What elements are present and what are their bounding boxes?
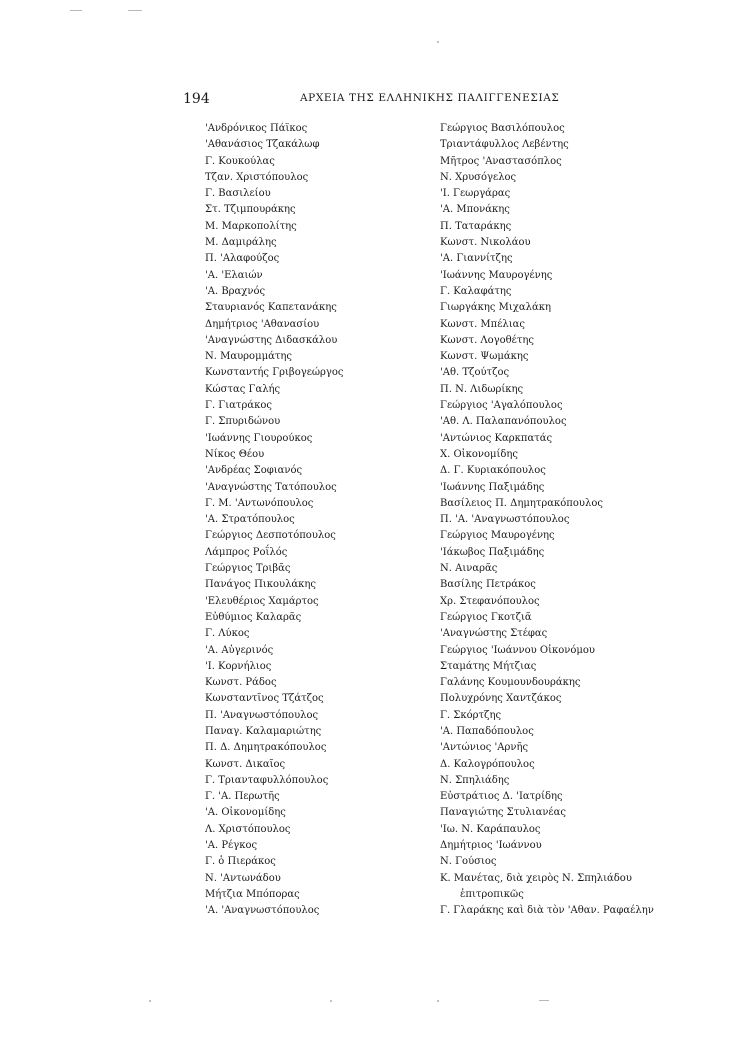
signatory-name: Κωνστ. Ράδος [205, 677, 277, 689]
signatory-name: Π. 'Αναγνωστόπουλος [205, 709, 319, 721]
signatory-name: Τριαντάφυλλος Λεβέντης [440, 139, 569, 151]
signatory-name: Γεώργιος Γκοτζιᾶ [440, 611, 532, 623]
signatory-name: Κωνσταντής Γριβογεώργος [205, 367, 344, 379]
signatory-name: 'Αθανάσιος Τζακάλωφ [205, 139, 320, 151]
signatory-name: Π. Ν. Λιδωρίκης [440, 383, 524, 395]
signatory-name: Εὐστράτιος Δ. 'Ιατρίδης [440, 791, 563, 803]
signatory-name: 'Ανδρέας Σοφιανός [205, 465, 303, 477]
signatory-name-continuation: ἐπιτροπικῶς [460, 888, 524, 900]
signatory-name: 'Ι. Κορνήλιος [205, 660, 272, 672]
signatory-name: Π. 'Αλαφούζος [205, 253, 280, 265]
scan-speck [330, 1000, 332, 1002]
signatory-name: Τζαν. Χριστόπουλος [205, 171, 309, 183]
signatory-name: Κωνστ. Νικολάου [440, 237, 531, 249]
signatory-name: Λ. Χριστόπουλος [205, 823, 291, 835]
signatory-name: 'Α. 'Αναγνωστόπουλος [205, 905, 320, 917]
signatory-name: Δ. Καλογρόπουλος [440, 758, 535, 770]
signatory-name: 'Ιάκωβος Παξιμάδης [440, 546, 545, 558]
signatory-name: Κωνστ. Ψωμάκης [440, 351, 529, 363]
signatory-name: 'Αντώνιος 'Αρνῆς [440, 742, 529, 754]
signatory-name: Μ. Μαρκοπολίτης [205, 220, 297, 232]
scan-speck [149, 1000, 151, 1002]
signatory-name: Μήτζια Μπόπορας [205, 888, 300, 900]
signatory-name: Σταυριανός Καπετανάκης [205, 302, 337, 314]
signatory-name: Γεώργιος 'Ιωάννου Οἰκονόμου [440, 644, 595, 656]
signatory-name: Ν. Χρυσόγελος [440, 171, 517, 183]
scan-mark-top [70, 10, 82, 11]
signatory-name: Βασίλης Πετράκος [440, 579, 536, 591]
signatory-name: 'Αντώνιος Καρκπατάς [440, 432, 553, 444]
signatory-name: Π. 'Α. 'Αναγνωστόπουλος [440, 514, 570, 526]
signatory-name: 'Ιωάννης Μαυρογένης [440, 269, 553, 281]
signatory-name: 'Αναγνώστης Διδασκάλου [205, 334, 338, 346]
signatory-name: Γαλάνης Κουμουνδουράκης [440, 677, 581, 689]
signatory-name: Κωνσταντῖνος Τζάτζος [205, 693, 324, 705]
signatory-name: Γιωργάκης Μιχαλάκη [440, 302, 551, 314]
page-number: 194 [183, 91, 210, 107]
signatory-name: Δημήτριος 'Αθανασίου [205, 318, 320, 330]
signatory-name: Γ. Βασιλείου [205, 188, 271, 200]
scan-mark-top [128, 10, 142, 11]
signatory-name: 'Αναγνώστης Τατόπουλος [205, 481, 337, 493]
signatory-name: Κωνστ. Λογοθέτης [440, 334, 534, 346]
signatory-name: Ν. Σπηλιάδης [440, 774, 510, 786]
signatory-name: Ν. Γούσιος [440, 856, 497, 868]
signatory-name: Ν. Αιναρᾶς [440, 563, 498, 575]
signatory-name: Χρ. Στεφανόπουλος [440, 595, 540, 607]
signatory-name: Παναγιώτης Στυλιανέας [440, 807, 566, 819]
signatory-name: Π. Δ. Δημητρακόπουλος [205, 742, 327, 754]
signatory-name: 'Ελευθέριος Χαμάρτος [205, 595, 319, 607]
signatory-name: 'Αθ. Λ. Παλαπανόπουλος [440, 416, 567, 428]
signatory-name: 'Αναγνώστης Στέφας [440, 628, 548, 640]
signatory-name: Γ. Τριανταφυλλόπουλος [205, 774, 329, 786]
signatory-name: Γ. ὁ Πιεράκος [205, 856, 276, 868]
signatory-name: Κ. Μανέτας, διὰ χειρὸς Ν. Σπηλιάδου [440, 872, 632, 884]
signatory-name: 'Α. 'Ελαιών [205, 269, 263, 281]
signatory-name: Μ. Δαμιράλης [205, 237, 277, 249]
signatory-name: Μῆτρος 'Αναστασόπλος [440, 155, 562, 167]
signatory-name: 'Αθ. Τζούτζος [440, 367, 510, 379]
signatory-name: Σταμάτης Μήτζιας [440, 660, 537, 672]
signatory-name: Γ. Κουκούλας [205, 155, 275, 167]
signatory-name: Εὐθύμιος Καλαρᾶς [205, 611, 302, 623]
signatory-name: Γεώργιος Τριβᾶς [205, 563, 291, 575]
signatory-name: Λάμπρος Ροΐλός [205, 546, 288, 558]
signatory-name: Δ. Γ. Κυριακόπουλος [440, 465, 546, 477]
signatory-name: Παναγ. Καλαμαριώτης [205, 725, 322, 737]
signatory-name: Κωνστ. Μπέλιας [440, 318, 526, 330]
signatory-name: 'Α. Ρέγκος [205, 840, 258, 852]
signatory-name: Κωνστ. Δικαῖος [205, 758, 286, 770]
signatory-name: Στ. Τζιμπουράκης [205, 204, 296, 216]
signatory-name: Κώστας Γαλής [205, 383, 281, 395]
signatory-name: Βασίλειος Π. Δημητρακόπουλος [440, 497, 603, 509]
signatory-name: 'Ι. Γεωργάρας [440, 188, 511, 200]
signatory-name: Πολυχρόνης Χαντζάκος [440, 693, 562, 705]
signatory-name: Χ. Οἰκονομίδης [440, 448, 518, 460]
signatory-name: 'Α. Βραχνός [205, 285, 266, 297]
signatory-name: Γεώργιος 'Αγαλόπουλος [440, 400, 563, 412]
signatory-name: 'Ιωάννης Παξιμάδης [440, 481, 545, 493]
signatory-name: Γ. Γλαράκης καὶ διὰ τὸν 'Αθαν. Ραφαέλην [440, 905, 654, 917]
signatory-name: Δημήτριος 'Ιωάννου [440, 840, 542, 852]
signatory-name: Γ. Καλαφάτης [440, 285, 512, 297]
signatory-name: 'Ιωάννης Γιουρούκος [205, 432, 313, 444]
signatory-name: Πανάγος Πικουλάκης [205, 579, 317, 591]
signatory-name: Γεώργιος Μαυρογένης [440, 530, 555, 542]
signatory-name: Γ. Σκόρτζης [440, 709, 502, 721]
signatory-name: Γ. Γιατράκος [205, 400, 272, 412]
signatory-name: 'Ανδρόνικος Πάϊκος [205, 123, 308, 134]
signatory-name: Ν. 'Αντωνάδου [205, 872, 281, 884]
signatory-name: Γ. Μ. 'Αντωνόπουλος [205, 497, 314, 509]
signatory-name: Γεώργιος Βασιλόπουλος [440, 123, 565, 134]
signatory-list-left [205, 121, 344, 920]
signatory-name: Γ. 'Α. Περωτῆς [205, 791, 280, 803]
signatory-name: Π. Ταταράκης [440, 220, 512, 232]
signatory-name: Γεώργιος Δεσποτόπουλος [205, 530, 336, 542]
signatory-name: Γ. Λύκος [205, 628, 250, 640]
running-title: ΑΡΧΕΙΑ ΤΗΣ ΕΛΛΗΝΙΚΗΣ ΠΑΛΙΓΓΕΝΕΣΙΑΣ [300, 92, 560, 104]
signatory-name: 'Α. Παπαδόπουλος [440, 725, 534, 737]
signatory-name: Ν. Μαυρομμάτης [205, 351, 292, 363]
signatory-name: 'Α. Οἰκονομίδης [205, 807, 286, 819]
signatory-name: Νίκος Θέου [205, 448, 265, 460]
scan-mark-bottom [539, 1000, 549, 1001]
signatory-name: Γ. Σπυριδώνου [205, 416, 281, 428]
scan-speck [437, 41, 439, 43]
signatory-name: 'Ιω. Ν. Καράπαυλος [440, 823, 541, 835]
signatory-name: 'Α. Γιαννίτζης [440, 253, 513, 265]
signatory-list-right [440, 121, 654, 920]
scan-speck [437, 1000, 439, 1002]
signatory-name: 'Α. Μπονάκης [440, 204, 510, 216]
signatory-name: 'Α. Αὐγερινός [205, 644, 274, 656]
signatory-name: 'Α. Στρατόπουλος [205, 514, 295, 526]
